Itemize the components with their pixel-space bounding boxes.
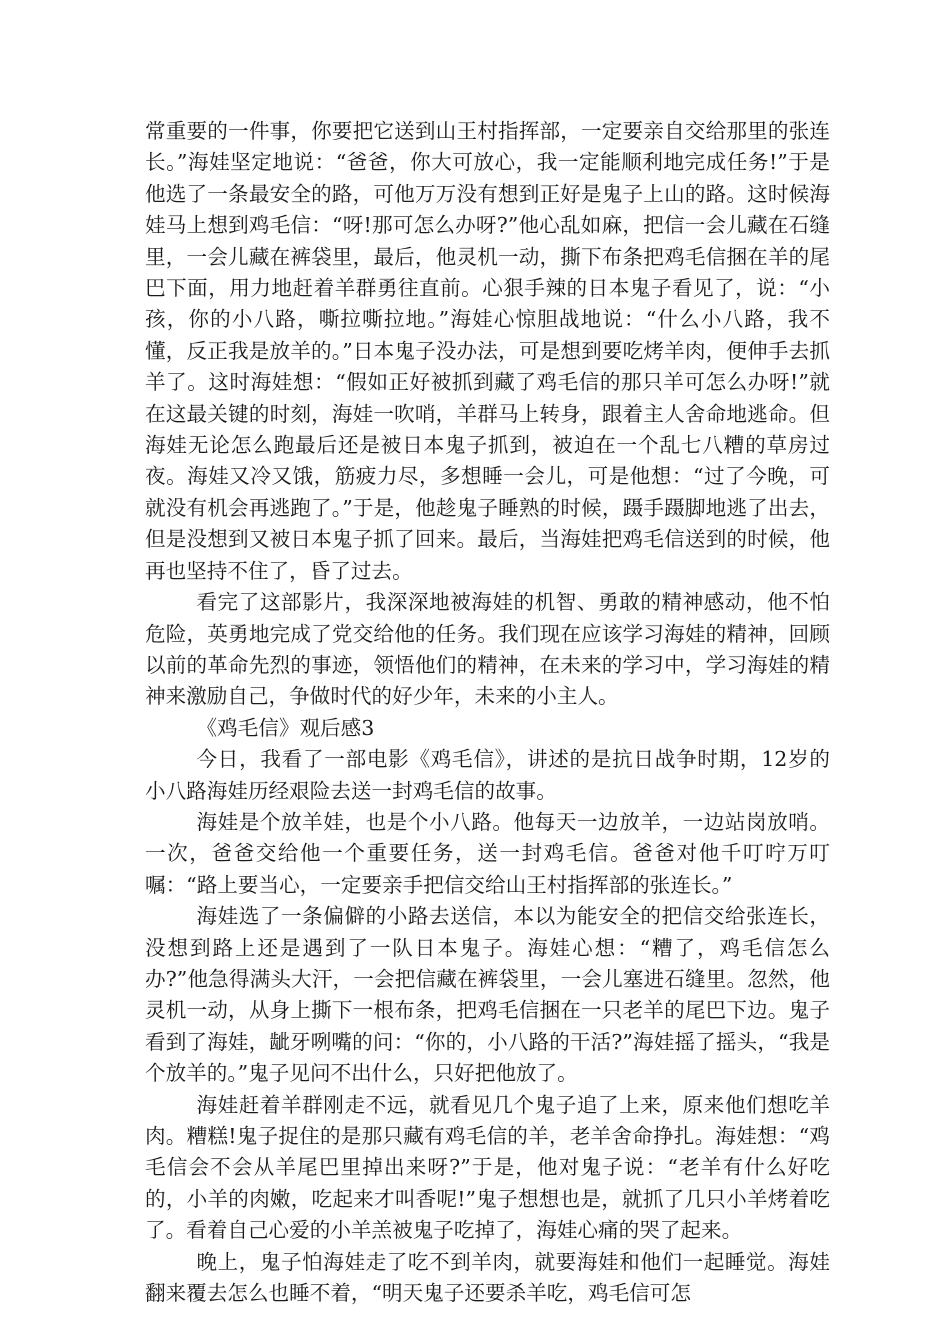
paragraph-story-continuation: 常重要的一件事，你要把它送到山王村指挥部，一定要亲自交给那里的张连长。”海娃坚定地说：“爸爸，你大可放心，我一定能顺利地完成任务!”于是他选了一条最安全的路，可他万万没有想到正好是鬼子上山的路。这时候海娃马上想到鸡毛信：“呀!那可怎么办呀?”他心乱如麻，把信一会儿藏在石缝里，一会儿藏在裤袋里，最后，他灵机一动，撕下布条把鸡毛信捆在羊的尾巴下面，用力地赶着羊群勇往直前。心狠手辣的日本鬼子看见了，说：“小孩，你的小八路，嘶拉嘶拉地。”海娃心惊胆战地说：“什么小八路，我不懂，反正我是放羊的。”日本鬼子没办法，可是想到要吃烤羊肉，便伸手去抓羊了。这时海娃想：“假如正好被抓到藏了鸡毛信的那只羊可怎么办呀!”就在这最关键的时刻，海娃一吹哨，羊群马上转身，跟着主人舍命地逃命。但海娃无论怎么跑最后还是被日本鬼子抓到，被迫在一个乱七八糟的草房过夜。海娃又冷又饿，筋疲力尽，多想睡一会儿，可是他想：“过了今晚，可就没有机会再逃跑了。”于是，他趁鬼子睡熟的时候，蹑手蹑脚地逃了出去，但是没想到又被日本鬼子抓了回来。最后，当海娃把鸡毛信送到的时候，他再也坚持不住了，昏了过去。 bbox=[145, 119, 830, 583]
section-heading: 《鸡毛信》观后感3 bbox=[196, 715, 375, 740]
paragraph-haiwa-task: 海娃是个放羊娃，也是个小八路。他每天一边放羊，一边站岗放哨。一次，爸爸交给他一个重要任务，送一封鸡毛信。爸爸对他千叮咛万叮嘱：“路上要当心，一定要亲手把信交给山王村指挥部的张连长。” bbox=[145, 809, 830, 897]
document-body bbox=[145, 116, 830, 1309]
paragraph-night: 晚上，鬼子怕海娃走了吃不到羊肉，就要海娃和他们一起睡觉。海娃翻来覆去怎么也睡不着，“明天鬼子还要杀羊吃，鸡毛信可怎 bbox=[145, 1249, 830, 1306]
paragraph-reflection: 看完了这部影片，我深深地被海娃的机智、勇敢的精神感动，他不怕危险，英勇地完成了党交给他的任务。我们现在应该学习海娃的精神，回顾以前的革命先烈的事迹，领悟他们的精神，在未来的学习中，学习海娃的精神来激励自己，争做时代的好少年，未来的小主人。 bbox=[145, 590, 830, 709]
paragraph-hiding-letter: 海娃选了一条偏僻的小路去送信，本以为能安全的把信交给张连长，没想到路上还是遇到了一队日本鬼子。海娃心想：“糟了，鸡毛信怎么办?”他急得满头大汗，一会把信藏在裤袋里，一会儿塞进石缝里。忽然，他灵机一动，从身上撕下一根布条，把鸡毛信捆在一只老羊的尾巴下边。鬼子看到了海娃，龇牙咧嘴的问：“你的，小八路的干活?”海娃摇了摇头，“我是个放羊的。”鬼子见问不出什么，只好把他放了。 bbox=[145, 904, 830, 1086]
paragraph-intro: 今日，我看了一部电影《鸡毛信》，讲述的是抗日战争时期，12岁的小八路海娃历经艰险去送一封鸡毛信的故事。 bbox=[145, 747, 830, 803]
paragraph-sheep-chase: 海娃赶着羊群刚走不远，就看见几个鬼子追了上来，原来他们想吃羊肉。糟糕!鬼子捉住的是那只藏有鸡毛信的羊，老羊舍命挣扎。海娃想：“鸡毛信会不会从羊尾巴里掉出来呀?”于是，他对鬼子说：“老羊有什么好吃的，小羊的肉嫩，吃起来才叫香呢!”鬼子想想也是，就抓了几只小羊烤着吃了。看着自己心爱的小羊羔被鬼子吃掉了，海娃心痛的哭了起来。 bbox=[145, 1092, 830, 1243]
